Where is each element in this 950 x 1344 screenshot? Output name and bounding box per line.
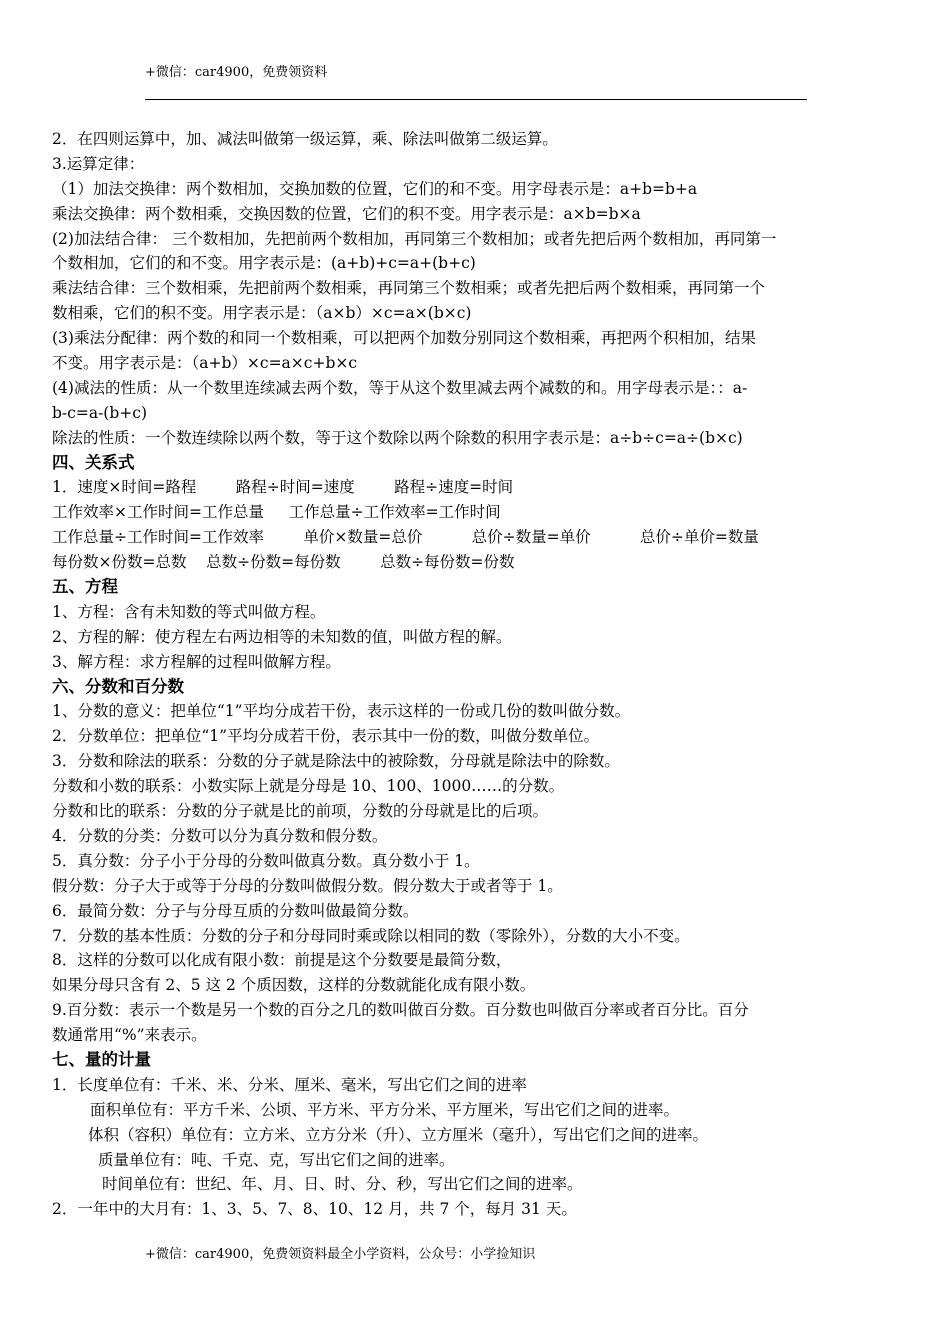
page-footer: +微信：car4900，免费领资料最全小学资料，公众号：小学捡知识 — [145, 1247, 536, 1262]
text-line: 数相乘，它们的积不变。用字表示是：（a×b）×c=a×(b×c) — [52, 304, 472, 323]
text-line: 如果分母只含有 2、5 这 2 个质因数，这样的分数就能化成有限小数。 — [52, 976, 536, 995]
header-divider — [145, 99, 807, 100]
text-line: 除法的性质：一个数连续除以两个数，等于这个数除以两个除数的积用字表示是：a÷b÷c=a÷(b×c) — [52, 428, 743, 447]
text-line: 假分数：分子大于或等于分母的分数叫做假分数。假分数大于或者等于 1。 — [52, 876, 563, 895]
text-line: 7．分数的基本性质：分数的分子和分母同时乘或除以相同的数（零除外），分数的大小不变。 — [52, 926, 690, 945]
text-line: 体积（容积）单位有：立方米、立方分米（升）、立方厘米（毫升），写出它们之间的进率。 — [88, 1125, 709, 1144]
text-line: 2、方程的解：使方程左右两边相等的未知数的值，叫做方程的解。 — [52, 627, 512, 646]
text-line: (2)加法结合律： 三个数相加，先把前两个数相加，再同第三个数相加；或者先把后两个数相加，再同第一 — [52, 229, 777, 248]
section-heading: 四、关系式 — [52, 452, 135, 472]
text-line: 质量单位有：吨、千克、克，写出它们之间的进率。 — [98, 1150, 455, 1169]
text-line: 1、分数的意义：把单位“1”平均分成若干份，表示这样的一份或几份的数叫做分数。 — [52, 702, 631, 721]
text-line: 9.百分数：表示一个数是另一个数的百分之几的数叫做百分数。百分数也叫做百分率或者百分比。百分 — [52, 1001, 749, 1020]
section-heading: 五、方程 — [52, 577, 118, 597]
section-heading: 六、分数和百分数 — [52, 676, 184, 696]
text-line: 1．长度单位有：千米、米、分米、厘米、毫米，写出它们之间的进率 — [52, 1075, 527, 1094]
text-line: 工作效率×工作时间=工作总量 工作总量÷工作效率=工作时间 — [52, 503, 501, 522]
text-line: b-c=a-(b+c) — [52, 403, 147, 422]
text-line: 2．分数单位：把单位“1”平均分成若干份，表示其中一份的数，叫做分数单位。 — [52, 727, 600, 746]
text-line: 6．最简分数：分子与分母互质的分数叫做最简分数。 — [52, 901, 419, 920]
text-line: 1．速度×时间=路程 路程÷时间=速度 路程÷速度=时间 — [52, 478, 514, 497]
text-line: 2．在四则运算中，加、减法叫做第一级运算，乘、除法叫做第二级运算。 — [52, 130, 558, 148]
text-line: （1）加法交换律：两个数相加，交换加数的位置，它们的和不变。用字母表示是：a+b=b+a — [52, 179, 698, 198]
text-line: 面积单位有：平方千米、公顷、平方米、平方分米、平方厘米，写出它们之间的进率。 — [90, 1100, 680, 1119]
text-line: 乘法结合律：三个数相乘，先把前两个数相乘，再同第三个数相乘；或者先把后两个数相乘，再同第一个 — [52, 279, 766, 298]
text-line: 5．真分数：分子小于分母的分数叫做真分数。真分数小于 1。 — [52, 851, 480, 870]
text-line: 1、方程：含有未知数的等式叫做方程。 — [52, 602, 326, 621]
text-line: 工作总量÷工作时间=工作效率 单价×数量=总价 总价÷数量=单价 总价÷单价=数量 — [52, 528, 759, 547]
document-body — [52, 127, 902, 1222]
text-line: 乘法交换律：两个数相乘，交换因数的位置，它们的积不变。用字表示是：a×b=b×a — [52, 204, 641, 223]
text-line: 分数和小数的联系：小数实际上就是分母是 10、100、1000……的分数。 — [52, 777, 565, 796]
text-line: 3.运算定律： — [52, 154, 145, 173]
text-line: 3．分数和除法的联系：分数的分子就是除法中的被除数，分母就是除法中的除数。 — [52, 752, 620, 771]
text-line: 8．这样的分数可以化成有限小数：前提是这个分数要是最简分数， — [52, 951, 512, 970]
page-header: +微信：car4900，免费领资料 — [145, 65, 328, 80]
text-line: (3)乘法分配律：两个数的和同一个数相乘，可以把两个加数分别同这个数相乘，再把两个积相加，结果 — [52, 329, 756, 348]
text-line: 每份数×份数=总数 总数÷份数=每份数 总数÷每份数=份数 — [52, 553, 515, 572]
text-line: 分数和比的联系：分数的分子就是比的前项，分数的分母就是比的后项。 — [52, 802, 549, 821]
text-line: 4．分数的分类：分数可以分为真分数和假分数。 — [52, 826, 388, 845]
text-line: 个数相加，它们的和不变。用字表示是：(a+b)+c=a+(b+c) — [52, 254, 476, 273]
text-line: 不变。用字表示是：（a+b）×c=a×c+b×c — [52, 354, 358, 373]
text-line: 2．一年中的大月有：1、3、5、7、8、10、12 月，共 7 个，每月 31 天。 — [52, 1200, 577, 1219]
text-line: (4)减法的性质：从一个数里连续减去两个数，等于从这个数里减去两个减数的和。用字母表示是：：a- — [52, 378, 748, 397]
text-line: 数通常用“%”来表示。 — [52, 1026, 207, 1045]
section-heading: 七、量的计量 — [52, 1049, 151, 1069]
text-line: 3、解方程：求方程解的过程叫做解方程。 — [52, 652, 341, 671]
text-line: 时间单位有：世纪、年、月、日、时、分、秒，写出它们之间的进率。 — [102, 1175, 583, 1194]
